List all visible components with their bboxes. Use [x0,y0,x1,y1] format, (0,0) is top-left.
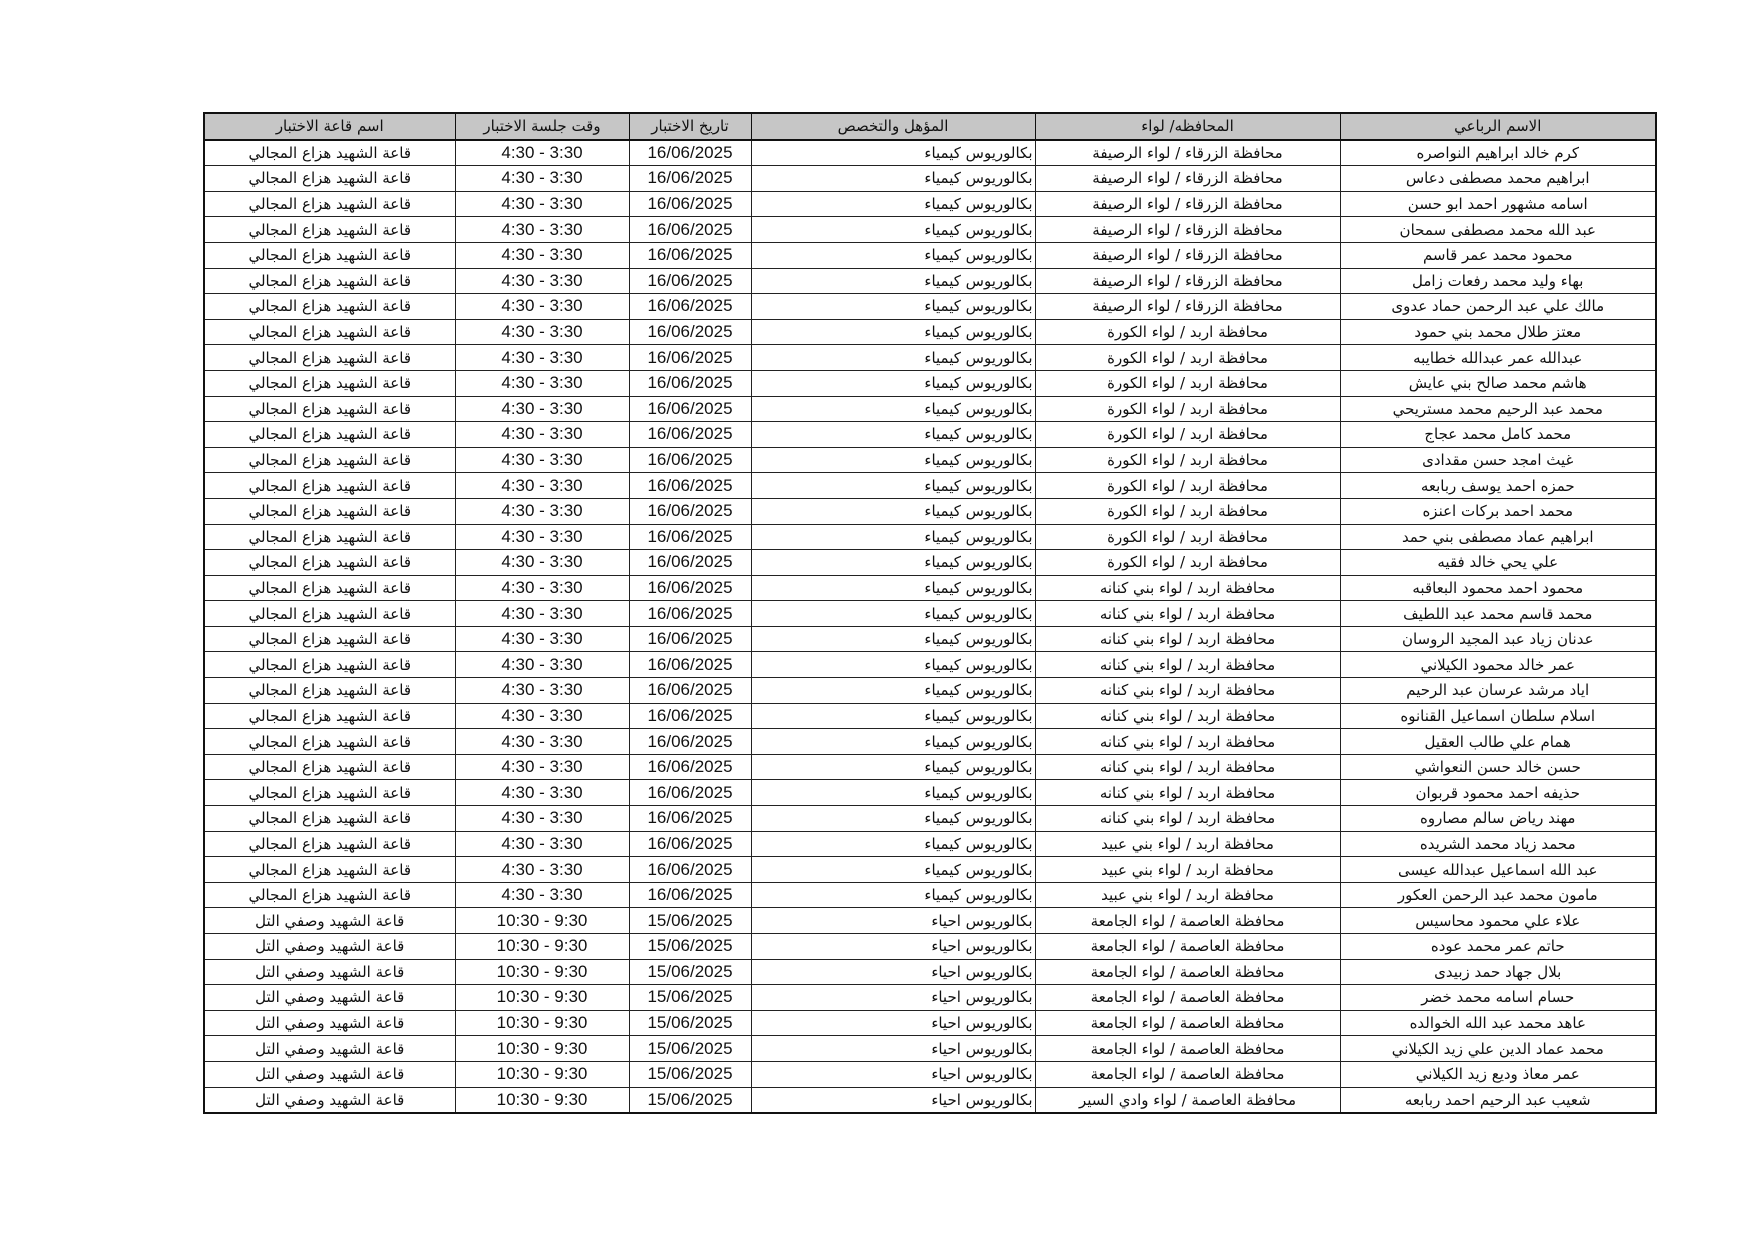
cell-time: 4:30 - 3:30 [455,319,629,345]
cell-governorate: محافظة اربد / لواء الكورة [1035,319,1340,345]
cell-hall: قاعة الشهيد هزاع المجالي [204,268,455,294]
cell-name: عمر معاذ وديع زيد الكيلاني [1340,1061,1656,1087]
cell-hall: قاعة الشهيد هزاع المجالي [204,166,455,192]
cell-date: 16/06/2025 [629,524,751,550]
table-row [204,1061,1656,1087]
cell-name: بلال جهاد حمد زبيدى [1340,959,1656,985]
cell-time: 10:30 - 9:30 [455,1087,629,1113]
cell-hall: قاعة الشهيد هزاع المجالي [204,601,455,627]
cell-time: 4:30 - 3:30 [455,242,629,268]
cell-date: 16/06/2025 [629,191,751,217]
cell-governorate: محافظة العاصمة / لواء الجامعة [1035,1061,1340,1087]
cell-name: محمد قاسم محمد عبد اللطيف [1340,601,1656,627]
table-row [204,1036,1656,1062]
cell-qualification: بكالوريوس احياء [751,1087,1035,1113]
cell-date: 16/06/2025 [629,626,751,652]
cell-time: 4:30 - 3:30 [455,498,629,524]
cell-time: 10:30 - 9:30 [455,985,629,1011]
cell-governorate: محافظة اربد / لواء الكورة [1035,550,1340,576]
table-row [204,268,1656,294]
cell-governorate: محافظة اربد / لواء الكورة [1035,345,1340,371]
cell-governorate: محافظة اربد / لواء الكورة [1035,396,1340,422]
cell-time: 4:30 - 3:30 [455,703,629,729]
cell-hall: قاعة الشهيد وصفي التل [204,1010,455,1036]
cell-time: 4:30 - 3:30 [455,729,629,755]
table-row [204,396,1656,422]
cell-hall: قاعة الشهيد هزاع المجالي [204,857,455,883]
cell-governorate: محافظة العاصمة / لواء الجامعة [1035,908,1340,934]
cell-name: شعيب عبد الرحيم احمد ربابعه [1340,1087,1656,1113]
cell-governorate: محافظة العاصمة / لواء الجامعة [1035,959,1340,985]
cell-hall: قاعة الشهيد هزاع المجالي [204,626,455,652]
cell-date: 15/06/2025 [629,985,751,1011]
cell-qualification: بكالوريوس كيمياء [751,498,1035,524]
cell-hall: قاعة الشهيد هزاع المجالي [204,754,455,780]
cell-date: 16/06/2025 [629,422,751,448]
cell-hall: قاعة الشهيد هزاع المجالي [204,652,455,678]
cell-governorate: محافظة العاصمة / لواء وادي السير [1035,1087,1340,1113]
cell-date: 15/06/2025 [629,934,751,960]
cell-name: محمد عبد الرحيم محمد مستريحي [1340,396,1656,422]
table-row [204,217,1656,243]
cell-name: عبد الله محمد مصطفى سمحان [1340,217,1656,243]
cell-hall: قاعة الشهيد هزاع المجالي [204,575,455,601]
table-row [204,524,1656,550]
cell-time: 4:30 - 3:30 [455,447,629,473]
cell-time: 10:30 - 9:30 [455,1061,629,1087]
cell-qualification: بكالوريوس كيمياء [751,806,1035,832]
table-row [204,1087,1656,1113]
cell-date: 16/06/2025 [629,601,751,627]
cell-date: 16/06/2025 [629,729,751,755]
cell-qualification: بكالوريوس كيمياء [751,473,1035,499]
cell-hall: قاعة الشهيد هزاع المجالي [204,217,455,243]
cell-qualification: بكالوريوس كيمياء [751,780,1035,806]
cell-time: 4:30 - 3:30 [455,294,629,320]
cell-time: 4:30 - 3:30 [455,166,629,192]
cell-date: 16/06/2025 [629,575,751,601]
cell-governorate: محافظة الزرقاء / لواء الرصيفة [1035,242,1340,268]
cell-time: 4:30 - 3:30 [455,575,629,601]
cell-governorate: محافظة العاصمة / لواء الجامعة [1035,1036,1340,1062]
cell-time: 4:30 - 3:30 [455,780,629,806]
cell-date: 16/06/2025 [629,678,751,704]
cell-hall: قاعة الشهيد هزاع المجالي [204,319,455,345]
cell-time: 4:30 - 3:30 [455,268,629,294]
table-row [204,191,1656,217]
table-row [204,729,1656,755]
cell-time: 4:30 - 3:30 [455,754,629,780]
cell-name: اسامه مشهور احمد ابو حسن [1340,191,1656,217]
cell-time: 4:30 - 3:30 [455,191,629,217]
cell-name: هاشم محمد صالح بني عايش [1340,370,1656,396]
cell-time: 4:30 - 3:30 [455,831,629,857]
table-header-row [204,113,1656,140]
cell-hall: قاعة الشهيد هزاع المجالي [204,422,455,448]
cell-time: 4:30 - 3:30 [455,601,629,627]
cell-qualification: بكالوريوس كيمياء [751,242,1035,268]
table-row [204,575,1656,601]
cell-date: 16/06/2025 [629,268,751,294]
cell-name: حاتم عمر محمد عوده [1340,934,1656,960]
cell-governorate: محافظة اربد / لواء الكورة [1035,498,1340,524]
table-row [204,166,1656,192]
cell-name: علاء علي محمود محاسيس [1340,908,1656,934]
table-row [204,857,1656,883]
cell-qualification: بكالوريوس كيمياء [751,550,1035,576]
cell-date: 16/06/2025 [629,242,751,268]
cell-date: 16/06/2025 [629,370,751,396]
cell-time: 4:30 - 3:30 [455,422,629,448]
cell-governorate: محافظة اربد / لواء بني كنانه [1035,806,1340,832]
cell-governorate: محافظة العاصمة / لواء الجامعة [1035,985,1340,1011]
cell-governorate: محافظة الزرقاء / لواء الرصيفة [1035,268,1340,294]
cell-name: عبدالله عمر عبدالله خطايبه [1340,345,1656,371]
cell-date: 15/06/2025 [629,1061,751,1087]
cell-time: 4:30 - 3:30 [455,652,629,678]
cell-date: 16/06/2025 [629,780,751,806]
cell-name: محمد عماد الدين علي زيد الكيلاني [1340,1036,1656,1062]
cell-name: محمد زياد محمد الشريده [1340,831,1656,857]
cell-governorate: محافظة الزرقاء / لواء الرصيفة [1035,140,1340,166]
cell-qualification: بكالوريوس كيمياء [751,268,1035,294]
cell-name: مامون محمد عبد الرحمن العكور [1340,882,1656,908]
table-row [204,498,1656,524]
cell-date: 16/06/2025 [629,831,751,857]
cell-qualification: بكالوريوس كيمياء [751,831,1035,857]
cell-date: 16/06/2025 [629,550,751,576]
cell-time: 4:30 - 3:30 [455,626,629,652]
table-row [204,703,1656,729]
cell-hall: قاعة الشهيد هزاع المجالي [204,524,455,550]
cell-qualification: بكالوريوس احياء [751,959,1035,985]
table-row [204,140,1656,166]
cell-name: كرم خالد ابراهيم النواصره [1340,140,1656,166]
cell-time: 4:30 - 3:30 [455,370,629,396]
table-row [204,652,1656,678]
cell-hall: قاعة الشهيد هزاع المجالي [204,678,455,704]
cell-governorate: محافظة اربد / لواء بني كنانه [1035,678,1340,704]
cell-hall: قاعة الشهيد وصفي التل [204,1087,455,1113]
cell-qualification: بكالوريوس كيمياء [751,166,1035,192]
cell-governorate: محافظة اربد / لواء بني كنانه [1035,601,1340,627]
header-time: وقت جلسة الاختبار [455,113,629,140]
table-row [204,1010,1656,1036]
cell-qualification: بكالوريوس كيمياء [751,370,1035,396]
cell-qualification: بكالوريوس كيمياء [751,575,1035,601]
cell-qualification: بكالوريوس كيمياء [751,882,1035,908]
cell-qualification: بكالوريوس كيمياء [751,217,1035,243]
cell-time: 4:30 - 3:30 [455,396,629,422]
cell-name: محمود احمد محمود البعاقبه [1340,575,1656,601]
table-body [204,140,1656,1114]
cell-hall: قاعة الشهيد هزاع المجالي [204,140,455,166]
cell-hall: قاعة الشهيد هزاع المجالي [204,396,455,422]
cell-time: 4:30 - 3:30 [455,524,629,550]
cell-hall: قاعة الشهيد هزاع المجالي [204,806,455,832]
cell-qualification: بكالوريوس كيمياء [751,294,1035,320]
cell-date: 16/06/2025 [629,703,751,729]
cell-time: 4:30 - 3:30 [455,345,629,371]
cell-governorate: محافظة اربد / لواء بني كنانه [1035,729,1340,755]
table-row [204,345,1656,371]
cell-governorate: محافظة اربد / لواء بني كنانه [1035,575,1340,601]
cell-date: 16/06/2025 [629,473,751,499]
cell-governorate: محافظة اربد / لواء بني كنانه [1035,703,1340,729]
cell-name: مالك علي عبد الرحمن حماد عدوى [1340,294,1656,320]
cell-qualification: بكالوريوس كيمياء [751,703,1035,729]
header-qualification: المؤهل والتخصص [751,113,1035,140]
cell-name: عدنان زياد عبد المجيد الروسان [1340,626,1656,652]
cell-time: 10:30 - 9:30 [455,1010,629,1036]
table-row [204,601,1656,627]
cell-hall: قاعة الشهيد هزاع المجالي [204,550,455,576]
cell-qualification: بكالوريوس كيمياء [751,345,1035,371]
cell-governorate: محافظة اربد / لواء بني عبيد [1035,831,1340,857]
cell-qualification: بكالوريوس احياء [751,908,1035,934]
table-row [204,294,1656,320]
header-date: تاريخ الاختبار [629,113,751,140]
cell-date: 16/06/2025 [629,447,751,473]
cell-name: اياد مرشد عرسان عبد الرحيم [1340,678,1656,704]
cell-name: عمر خالد محمود الكيلاني [1340,652,1656,678]
cell-date: 16/06/2025 [629,498,751,524]
cell-hall: قاعة الشهيد هزاع المجالي [204,780,455,806]
cell-name: بهاء وليد محمد رفعات زامل [1340,268,1656,294]
cell-governorate: محافظة اربد / لواء الكورة [1035,370,1340,396]
cell-hall: قاعة الشهيد هزاع المجالي [204,370,455,396]
table-row [204,754,1656,780]
table-row [204,242,1656,268]
cell-time: 4:30 - 3:30 [455,473,629,499]
cell-governorate: محافظة اربد / لواء بني عبيد [1035,857,1340,883]
cell-qualification: بكالوريوس كيمياء [751,447,1035,473]
cell-governorate: محافظة اربد / لواء بني عبيد [1035,882,1340,908]
cell-time: 4:30 - 3:30 [455,678,629,704]
cell-time: 10:30 - 9:30 [455,908,629,934]
cell-name: حسام اسامه محمد خضر [1340,985,1656,1011]
cell-hall: قاعة الشهيد هزاع المجالي [204,345,455,371]
cell-date: 16/06/2025 [629,806,751,832]
cell-time: 4:30 - 3:30 [455,140,629,166]
cell-date: 16/06/2025 [629,652,751,678]
cell-date: 15/06/2025 [629,908,751,934]
cell-qualification: بكالوريوس كيمياء [751,626,1035,652]
table-row [204,447,1656,473]
cell-name: حذيفه احمد محمود قربوان [1340,780,1656,806]
cell-name: غيث امجد حسن مقدادى [1340,447,1656,473]
cell-governorate: محافظة اربد / لواء الكورة [1035,422,1340,448]
cell-name: مهند رياض سالم مصاروه [1340,806,1656,832]
table-row [204,806,1656,832]
cell-governorate: محافظة اربد / لواء بني كنانه [1035,626,1340,652]
cell-hall: قاعة الشهيد هزاع المجالي [204,242,455,268]
cell-time: 4:30 - 3:30 [455,550,629,576]
exam-schedule-sheet [203,112,1655,1114]
cell-qualification: بكالوريوس كيمياء [751,857,1035,883]
cell-hall: قاعة الشهيد وصفي التل [204,934,455,960]
cell-name: معتز طلال محمد بني حمود [1340,319,1656,345]
exam-schedule-table [203,112,1657,1114]
cell-qualification: بكالوريوس كيمياء [751,422,1035,448]
cell-date: 16/06/2025 [629,882,751,908]
cell-qualification: بكالوريوس كيمياء [751,652,1035,678]
table-row [204,370,1656,396]
cell-name: محمد كامل محمد عجاج [1340,422,1656,448]
cell-qualification: بكالوريوس احياء [751,934,1035,960]
cell-qualification: بكالوريوس احياء [751,1061,1035,1087]
cell-qualification: بكالوريوس احياء [751,1036,1035,1062]
cell-governorate: محافظة اربد / لواء بني كنانه [1035,754,1340,780]
cell-qualification: بكالوريوس كيمياء [751,191,1035,217]
cell-date: 16/06/2025 [629,140,751,166]
cell-hall: قاعة الشهيد وصفي التل [204,908,455,934]
cell-date: 16/06/2025 [629,345,751,371]
cell-hall: قاعة الشهيد وصفي التل [204,1036,455,1062]
cell-hall: قاعة الشهيد وصفي التل [204,959,455,985]
cell-governorate: محافظة العاصمة / لواء الجامعة [1035,1010,1340,1036]
cell-qualification: بكالوريوس كيمياء [751,396,1035,422]
cell-hall: قاعة الشهيد وصفي التل [204,985,455,1011]
cell-date: 16/06/2025 [629,166,751,192]
cell-name: علي يحي خالد فقيه [1340,550,1656,576]
cell-hall: قاعة الشهيد هزاع المجالي [204,447,455,473]
cell-governorate: محافظة الزرقاء / لواء الرصيفة [1035,166,1340,192]
cell-hall: قاعة الشهيد هزاع المجالي [204,831,455,857]
cell-governorate: محافظة الزرقاء / لواء الرصيفة [1035,191,1340,217]
cell-date: 16/06/2025 [629,294,751,320]
cell-qualification: بكالوريوس احياء [751,1010,1035,1036]
header-name: الاسم الرباعي [1340,113,1656,140]
cell-hall: قاعة الشهيد هزاع المجالي [204,882,455,908]
cell-hall: قاعة الشهيد هزاع المجالي [204,191,455,217]
cell-governorate: محافظة اربد / لواء الكورة [1035,473,1340,499]
table-row [204,780,1656,806]
cell-qualification: بكالوريوس كيمياء [751,524,1035,550]
cell-hall: قاعة الشهيد هزاع المجالي [204,498,455,524]
cell-qualification: بكالوريوس كيمياء [751,754,1035,780]
cell-name: ابراهيم محمد مصطفى دعاس [1340,166,1656,192]
table-row [204,422,1656,448]
cell-name: عبد الله اسماعيل عبدالله عيسى [1340,857,1656,883]
cell-governorate: محافظة العاصمة / لواء الجامعة [1035,934,1340,960]
cell-qualification: بكالوريوس كيمياء [751,601,1035,627]
cell-qualification: بكالوريوس كيمياء [751,678,1035,704]
cell-date: 16/06/2025 [629,319,751,345]
cell-date: 15/06/2025 [629,1036,751,1062]
cell-time: 10:30 - 9:30 [455,934,629,960]
table-row [204,908,1656,934]
cell-hall: قاعة الشهيد هزاع المجالي [204,729,455,755]
cell-hall: قاعة الشهيد وصفي التل [204,1061,455,1087]
cell-governorate: محافظة اربد / لواء الكورة [1035,524,1340,550]
table-row [204,934,1656,960]
cell-name: حسن خالد حسن النعواشي [1340,754,1656,780]
header-hall: اسم قاعة الاختبار [204,113,455,140]
table-row [204,959,1656,985]
cell-name: حمزه احمد يوسف ربابعه [1340,473,1656,499]
cell-name: محمد احمد بركات اعنزه [1340,498,1656,524]
cell-time: 10:30 - 9:30 [455,1036,629,1062]
cell-qualification: بكالوريوس كيمياء [751,140,1035,166]
table-row [204,678,1656,704]
cell-name: اسلام سلطان اسماعيل القنانوه [1340,703,1656,729]
cell-name: عاهد محمد عبد الله الخوالده [1340,1010,1656,1036]
cell-governorate: محافظة الزرقاء / لواء الرصيفة [1035,294,1340,320]
cell-hall: قاعة الشهيد هزاع المجالي [204,703,455,729]
table-row [204,319,1656,345]
cell-qualification: بكالوريوس كيمياء [751,729,1035,755]
cell-time: 4:30 - 3:30 [455,217,629,243]
cell-name: همام علي طالب العقيل [1340,729,1656,755]
cell-time: 4:30 - 3:30 [455,882,629,908]
cell-date: 16/06/2025 [629,857,751,883]
cell-date: 15/06/2025 [629,1010,751,1036]
table-row [204,550,1656,576]
cell-date: 15/06/2025 [629,959,751,985]
cell-governorate: محافظة اربد / لواء الكورة [1035,447,1340,473]
table-row [204,473,1656,499]
cell-time: 10:30 - 9:30 [455,959,629,985]
cell-governorate: محافظة اربد / لواء بني كنانه [1035,652,1340,678]
cell-name: محمود محمد عمر قاسم [1340,242,1656,268]
cell-date: 15/06/2025 [629,1087,751,1113]
table-row [204,831,1656,857]
cell-date: 16/06/2025 [629,754,751,780]
cell-time: 4:30 - 3:30 [455,806,629,832]
cell-qualification: بكالوريوس كيمياء [751,319,1035,345]
cell-hall: قاعة الشهيد هزاع المجالي [204,473,455,499]
cell-governorate: محافظة الزرقاء / لواء الرصيفة [1035,217,1340,243]
cell-governorate: محافظة اربد / لواء بني كنانه [1035,780,1340,806]
cell-date: 16/06/2025 [629,217,751,243]
table-row [204,985,1656,1011]
cell-hall: قاعة الشهيد هزاع المجالي [204,294,455,320]
header-governorate: المحافظه/ لواء [1035,113,1340,140]
cell-qualification: بكالوريوس احياء [751,985,1035,1011]
cell-date: 16/06/2025 [629,396,751,422]
table-row [204,626,1656,652]
table-row [204,882,1656,908]
cell-name: ابراهيم عماد مصطفى بني حمد [1340,524,1656,550]
cell-time: 4:30 - 3:30 [455,857,629,883]
